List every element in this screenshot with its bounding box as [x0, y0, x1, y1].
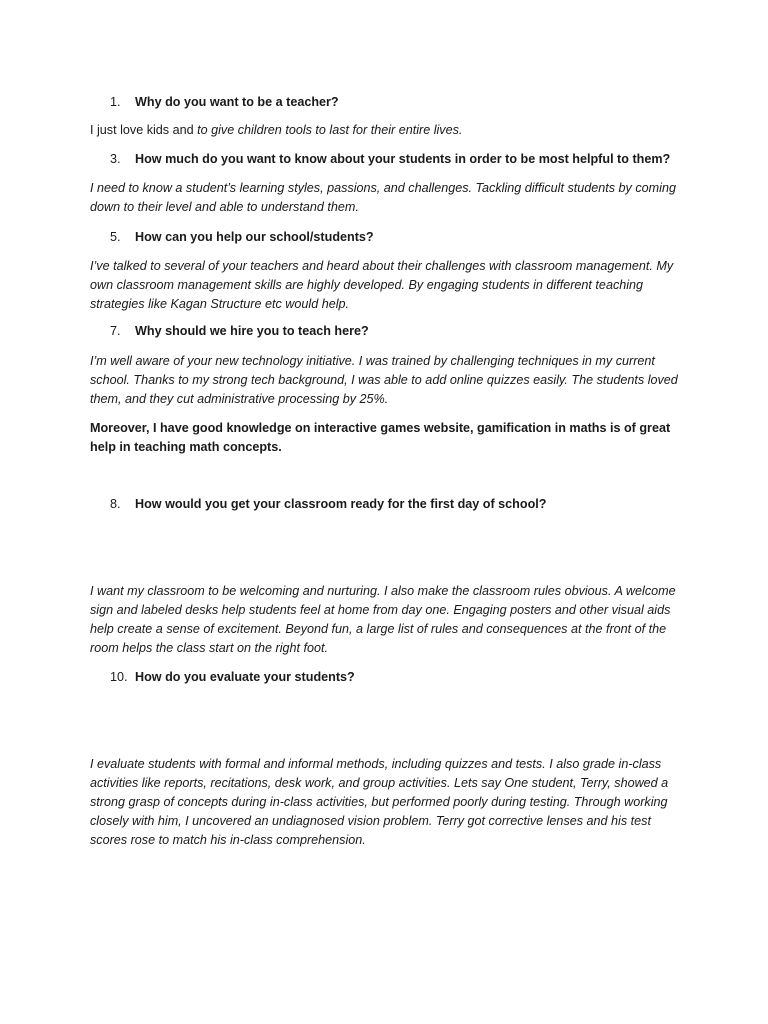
question-text: Why should we hire you to teach here?: [135, 324, 369, 338]
question-text: How do you evaluate your students?: [135, 670, 355, 684]
question-number: 7.: [110, 324, 121, 338]
question-7: [110, 323, 369, 340]
question-text: How much do you want to know about your students in order to be most helpful to them?: [135, 152, 671, 166]
question-10: [110, 669, 355, 686]
answer-1: [90, 121, 686, 140]
question-5: [110, 229, 374, 246]
answer-8: I want my classroom to be welcoming and nurturing. I also make the classroom rules obvious. A welcome sign and labeled desks help students feel at home from day one. Engaging posters and other visual aids help create a sense of excitement. Beyond fun, a large list of rules and consequences at the front of the room helps the class start on the right foot.: [90, 584, 676, 655]
question-8: [110, 496, 546, 513]
question-3: [110, 151, 670, 168]
question-number: 8.: [110, 497, 121, 511]
question-number: 1.: [110, 95, 121, 109]
question-number: 10.: [110, 670, 128, 684]
question-text: How would you get your classroom ready for the first day of school?: [135, 497, 547, 511]
question-number: 3.: [110, 152, 121, 166]
question-text: Why do you want to be a teacher?: [135, 95, 339, 109]
answer-1-italic-text: to give children tools to last for their entire lives.: [197, 123, 463, 137]
answer-3: I need to know a student’s learning styles, passions, and challenges. Tackling difficult students by coming down to their level and able to understand them.: [90, 181, 676, 214]
answer-10: I evaluate students with formal and informal methods, including quizzes and tests. I also grade in-class activities like reports, recitations, desk work, and group activities. Lets say One student, Terry, showed a strong grasp of concepts during in-class activities, but performed poorly during testing. Through working closely with him, I uncovered an undiagnosed vision problem. Terry got corrective lenses and his test scores rose to match his in-class comprehension.: [90, 757, 669, 847]
answer-7-continued: Moreover, I have good knowledge on interactive games website, gamification in maths is of great help in teaching math concepts.: [90, 421, 671, 454]
answer-1-upright-text: I just love kids and: [90, 123, 198, 137]
answer-5: I’ve talked to several of your teachers and heard about their challenges with classroom management. My own classroom management skills are highly developed. By engaging students in different teaching strategies like Kagan Structure etc would help.: [90, 259, 674, 311]
question-1: [110, 94, 339, 111]
answer-7: I’m well aware of your new technology initiative. I was trained by challenging techniques in my current school. Thanks to my strong tech background, I was able to add online quizzes easily. The students loved them, and they cut administrative processing by 25%.: [90, 354, 678, 406]
question-text: How can you help our school/students?: [135, 230, 374, 244]
question-number: 5.: [110, 230, 121, 244]
